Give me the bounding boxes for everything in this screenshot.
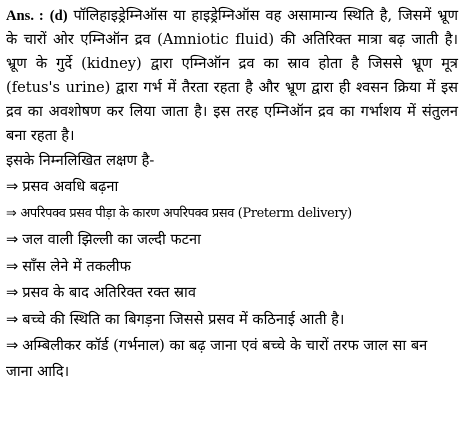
arrow-icon: ⇒	[6, 205, 17, 221]
list-item	[6, 254, 458, 281]
list-item-text: अपरिपक्व प्रसव पीड़ा के कारण अपरिपक्व प्रसव (Preterm delivery)	[20, 205, 352, 221]
arrow-icon: ⇒	[6, 310, 19, 328]
list-item	[6, 307, 458, 334]
arrow-icon: ⇒	[6, 257, 19, 275]
list-item-text: प्रसव अवधि बढ़ना	[22, 178, 119, 195]
arrow-icon: ⇒	[6, 231, 19, 248]
list-item	[6, 280, 458, 307]
arrow-icon: ⇒	[6, 178, 19, 195]
list-item	[6, 333, 458, 385]
list-item-text: प्रसव के बाद अतिरिक्त रक्त स्राव	[22, 284, 196, 301]
list-item	[6, 174, 458, 201]
arrow-icon: ⇒	[6, 284, 19, 301]
symptoms-list	[6, 174, 458, 385]
answer-option: (d)	[49, 8, 68, 24]
symptoms-intro: इसके निम्नलिखित लक्षण है-	[6, 152, 155, 169]
answer-text: पॉलिहाइड्रेम्निऑस या हाइड्रेम्निऑस वह असामान्य स्थिति है, जिसमें भ्रूण के चारों ओर एम्निऑन द्रव (Amniotic fluid) की अतिरिक्त मात्रा बढ़ जाती है। भ्रूण के गुर्दे (kidney) द्वारा एम्निऑन द्रव का स्राव होता है जिससे भ्रूण मूत्र (fetus's urine) द्वारा गर्भ में तैरता रहता है और भ्रूण द्वारा ही श्वसन क्रिया में इस द्रव का अवशोषण कर लिया जाता है। इस तरह एम्निऑन द्रव का गर्भाशय में संतुलन बना रहता है।	[6, 7, 459, 144]
list-item	[6, 227, 458, 254]
list-item-text: साँस लेने में तकलीफ	[22, 257, 131, 275]
list-item-text: बच्चे की स्थिति का बिगड़ना जिससे प्रसव में कठिनाई आती है।	[22, 310, 345, 328]
arrow-icon: ⇒	[6, 337, 19, 354]
list-item	[6, 201, 458, 228]
answer-paragraph	[6, 4, 458, 148]
answer-label: Ans. :	[6, 8, 44, 24]
list-item-text: अम्बिलीकर कॉर्ड (गर्भनाल) का बढ़ जाना एवं बच्चे के चारों तरफ जाल सा बन जाना आदि।	[6, 337, 428, 380]
list-item-text: जल वाली झिल्ली का जल्दी फटना	[22, 231, 201, 248]
